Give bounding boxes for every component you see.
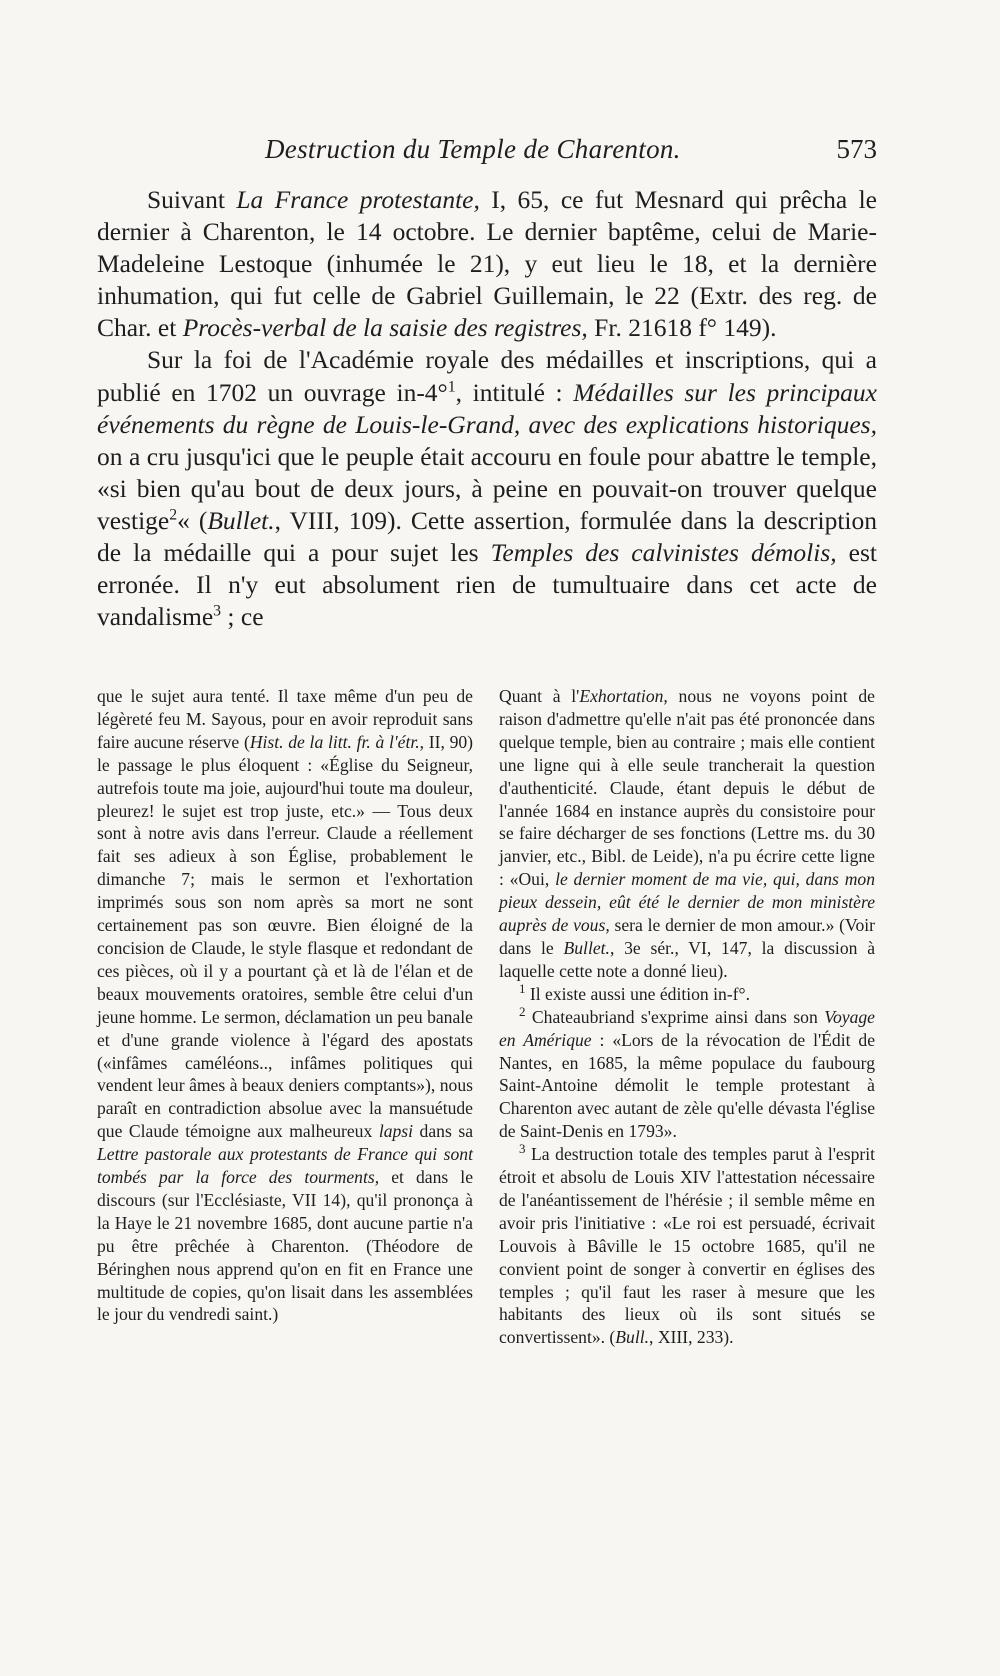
footnote-marker: 3 [519, 1141, 526, 1157]
text-run: , VIII, 109). Cette assertion, formulée dans la description de la médaille qui a pour sujet les [97, 505, 877, 568]
footnote-ref: 1 [447, 378, 456, 396]
running-title: Destruction du Temple de Charenton. [265, 134, 681, 164]
italic-title: Hist. de la litt. fr. à l'étr. [249, 731, 420, 752]
text-run: et dans le discours (sur l'Ecclésiaste, VII 14), qu'il prononça à la Haye le 21 novembre 1685, dont aucune partie n'a pu être prêchée à Charenton. (Théodore de Béringhen nous apprend qu'on en fit en France une multitude de copies, qu'on lisait dans les assemblées le jour du vendredi saint.) [97, 1167, 473, 1325]
italic-title: La France protestante, [236, 185, 480, 214]
text-run: I, 65, ce fut Mesnard qui prêcha le dernier à Charenton, le 14 octobre. Le dernier baptême, celui de Marie-Madeleine Lestoque (inhumée le 21), y eut lieu le 18, et la dernière inhumation, qui fut celle de Gabriel Guillemain, le 22 (Extr. des reg. de Char. et [97, 185, 877, 343]
text-run: nous ne voyons point de raison d'admettre qu'elle n'ait pas été prononcée dans quelque temple, bien au contraire ; mais elle contient une ligne qui à elle seule trancherait la question d'authenticité. Claude, étant depuis le début de l'année 1684 en instance auprès du consistoire pour se faire décharger de ses fonctions (Lettre ms. du 30 janvier, etc., Bibl. de Leide), n'a pu écrire cette ligne : «Oui, [499, 686, 875, 890]
text-run: sera le dernier de mon amour.» (Voir dans le [499, 915, 875, 958]
text-run: : «Lors de la révocation de l'Édit de Nantes, en 1685, la même populace du faubourg Saint-Antoine démolit le temple protestant à Charenton avec autant de zèle qu'elle dévasta l'église de Saint-Denis en 1793». [499, 1029, 875, 1142]
italic-title: Voyage en Amérique [499, 1006, 875, 1050]
text-run: La destruction totale des temples parut à l'esprit étroit et absolu de Louis XIV l'attestation nécessaire de l'anéantissement de l'hérésie ; il semble même en avoir pris l'initiative : «Le roi est persuadé, écrivait Louvois à Bâville le 15 octobre 1685, qu'il ne convient point de songer à convertir en églises des temples ; qu'il faut les raser à mesure que les habitants des lieux où ils sont situés se convertissent». ( [499, 1144, 875, 1348]
italic-word: lapsi [378, 1121, 414, 1142]
text-run: , 3e sér., VI, 147, la discussion à laquelle cette note a donné lieu). [499, 937, 875, 981]
text-run: , intitulé : [455, 377, 574, 407]
italic-title: Exhortation, [579, 686, 668, 706]
text-run: on a cru jusqu'ici que le peuple était accouru en foule pour abattre le temple, «si bien qu'au bout de deux jours, à peine en pouvait-on trouver quelque vestige [97, 441, 877, 535]
footnotes [97, 685, 879, 1465]
text-run: « ( [177, 505, 208, 535]
footnote-column-left [97, 685, 473, 1326]
footnote-continuation [499, 685, 875, 983]
main-text [97, 184, 877, 633]
footnote-continuation [97, 685, 473, 1326]
footnote-ref: 2 [169, 506, 178, 524]
text-run: Il existe aussi une édition in-f°. [525, 983, 750, 1004]
text-run: , II, 90) le passage le plus éloquent : «Église du Seigneur, autrefois toute ma joie, aujourd'hui toute ma douleur, pleurez! le sujet est trop juste, etc.» — Tous deux sont à notre avis dans l'erreur. Claude a réellement fait ses adieux à son Église, probablement le dimanche 7; mais le sermon et l'exhortation imprimés sous son nom après sa mort ne sont certainement pas son œuvre. Bien éloigné de la concision de Claude, le style flasque et redondant de ces pièces, où il y a pourtant çà et là de l'élan et de beaux mouvements oratoires, semble être celui d'un jeune homme. Le sermon, déclamation un peu banale et d'une grande violence à l'égard des apostats («infâmes caméléons.., infâmes politiques qui vendent leur âmes à beaux deniers comptants»), nous paraît en contradiction absolue avec la mansuétude que Claude témoigne aux malheureux [97, 731, 474, 1142]
italic-title: Médailles sur les principaux événements du règne de Louis-le-Grand, avec des explications historiques, [97, 377, 877, 439]
footnote-ref: 3 [213, 602, 222, 620]
text-run: Suivant [147, 185, 237, 214]
paragraph-2 [97, 344, 877, 633]
italic-title: Procès-verbal de la saisie des registres, [182, 313, 588, 343]
italic-title: Bullet. [207, 505, 275, 535]
italic-title: Bull. [615, 1327, 650, 1348]
footnote-marker: 1 [519, 980, 526, 996]
footnote-3 [499, 1143, 875, 1349]
text-run: Fr. 21618 f° 149). [587, 313, 777, 343]
text-run: Quant à l' [499, 686, 580, 706]
running-head [95, 134, 877, 168]
footnote-marker: 2 [519, 1003, 526, 1019]
page-number: 573 [836, 134, 877, 164]
text-run: Chateaubriand s'exprime ainsi dans son [525, 1006, 825, 1027]
paragraph-1 [97, 184, 877, 344]
text-run: que le sujet aura tenté. Il taxe même d'un peu de légèreté feu M. Sayous, pour en avoir reproduit sans faire aucune réserve ( [97, 686, 473, 752]
italic-title: Lettre pastorale aux protestants de France qui sont tombés par la force des tourments, [97, 1144, 473, 1188]
footnote-2 [499, 1003, 875, 1143]
text-run: , XIII, 233). [649, 1327, 734, 1348]
italic-title: Bullet. [563, 937, 610, 958]
footnote-column-right [499, 685, 875, 1349]
text-run: ; ce [221, 602, 264, 632]
italic-quote: le dernier moment de ma vie, qui, dans mon pieux dessein, eût été le dernier de mon ministère auprès de vous, [499, 869, 875, 936]
italic-title: Temples des calvinistes démolis, [490, 538, 837, 568]
text-run: Sur la foi de l'Académie royale des médailles et inscriptions, qui a publié en 1702 un ouvrage in-4° [97, 345, 877, 407]
text-run: est erronée. Il n'y eut absolument rien de tumultuaire dans cet acte de vandalisme [97, 538, 878, 632]
text-run: dans sa [413, 1121, 473, 1142]
footnote-1 [499, 980, 875, 1006]
